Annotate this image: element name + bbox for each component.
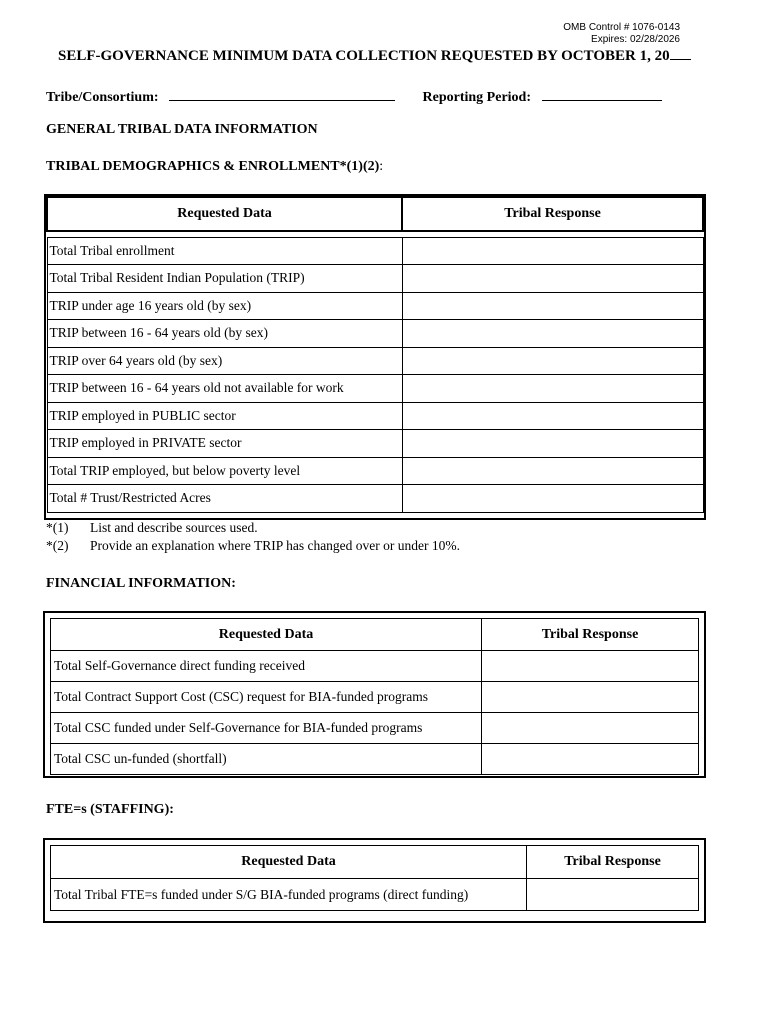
demographics-response-cell[interactable]: [402, 402, 703, 430]
demographics-requested-header: Requested Data: [47, 197, 402, 231]
demographics-response-cell[interactable]: [402, 347, 703, 375]
demographics-row-label: TRIP over 64 years old (by sex): [47, 347, 402, 375]
demographics-row-label: Total Tribal enrollment: [47, 237, 402, 265]
staffing-heading: FTE=s (STAFFING):: [46, 802, 174, 817]
demographics-row-label: TRIP between 16 - 64 years old not available for work: [47, 375, 402, 403]
form-title-text: SELF-GOVERNANCE MINIMUM DATA COLLECTION REQUESTED BY OCTOBER 1, 20: [58, 48, 670, 64]
demographics-row-label: Total TRIP employed, but below poverty level: [47, 457, 402, 485]
header-fields: [46, 86, 662, 106]
financial-response-cell[interactable]: [482, 651, 699, 682]
staffing-response-header: Tribal Response: [527, 846, 699, 879]
demographics-response-cell[interactable]: [402, 265, 703, 293]
demographics-row: [47, 292, 703, 320]
financial-response-cell[interactable]: [482, 713, 699, 744]
reporting-period-label: Reporting Period:: [422, 90, 531, 105]
financial-requested-header: Requested Data: [51, 619, 482, 651]
demographics-row: [47, 265, 703, 293]
demographics-table: [44, 194, 706, 520]
demographics-response-cell[interactable]: [402, 485, 703, 513]
financial-response-cell[interactable]: [482, 744, 699, 775]
demographics-row: [47, 402, 703, 430]
demographics-response-cell[interactable]: [402, 430, 703, 458]
demographics-row: [47, 430, 703, 458]
tribe-consortium-field[interactable]: [169, 86, 395, 101]
demographics-row-label: TRIP employed in PUBLIC sector: [47, 402, 402, 430]
staffing-row-label: Total Tribal FTE=s funded under S/G BIA-funded programs (direct funding): [51, 879, 527, 911]
financial-table: [43, 611, 706, 778]
financial-heading: FINANCIAL INFORMATION:: [46, 576, 236, 591]
demographics-response-cell[interactable]: [402, 457, 703, 485]
demographics-row-label: TRIP employed in PRIVATE sector: [47, 430, 402, 458]
staffing-row: [51, 879, 699, 911]
demographics-row: [47, 457, 703, 485]
demographics-response-cell[interactable]: [402, 292, 703, 320]
demographics-row-label: Total # Trust/Restricted Acres: [47, 485, 402, 513]
demographics-row: [47, 237, 703, 265]
demographics-heading-text: TRIBAL DEMOGRAPHICS & ENROLLMENT*(1)(2): [46, 159, 380, 174]
financial-response-header: Tribal Response: [482, 619, 699, 651]
demographics-response-cell[interactable]: [402, 237, 703, 265]
staffing-table: [43, 838, 706, 923]
omb-info: [563, 22, 680, 46]
financial-row: [51, 682, 699, 713]
footnote-1-mark: *(1): [46, 520, 69, 535]
financial-row-label: Total CSC un-funded (shortfall): [51, 744, 482, 775]
financial-row-label: Total CSC funded under Self-Governance for BIA-funded programs: [51, 713, 482, 744]
form-title: [58, 46, 691, 65]
footnote-1: [46, 519, 460, 537]
demographics-row: [47, 320, 703, 348]
demographics-row-label: TRIP between 16 - 64 years old (by sex): [47, 320, 402, 348]
demographics-row-label: TRIP under age 16 years old (by sex): [47, 292, 402, 320]
demographics-response-header: Tribal Response: [402, 197, 703, 231]
staffing-response-cell[interactable]: [527, 879, 699, 911]
tribe-consortium-label: Tribe/Consortium:: [46, 90, 159, 105]
financial-row-label: Total Contract Support Cost (CSC) request for BIA-funded programs: [51, 682, 482, 713]
staffing-requested-header: Requested Data: [51, 846, 527, 879]
footnotes: [46, 519, 460, 555]
financial-row: [51, 651, 699, 682]
demographics-response-cell[interactable]: [402, 375, 703, 403]
demographics-row: [47, 375, 703, 403]
footnote-2-mark: *(2): [46, 538, 69, 553]
footnote-2: [46, 537, 460, 555]
financial-row: [51, 744, 699, 775]
omb-expiration: Expires: 02/28/2026: [591, 34, 680, 45]
financial-row-label: Total Self-Governance direct funding received: [51, 651, 482, 682]
general-data-heading: GENERAL TRIBAL DATA INFORMATION: [46, 122, 318, 137]
omb-control-number: OMB Control # 1076-0143: [563, 22, 680, 33]
demographics-row: [47, 347, 703, 375]
demographics-row: [47, 485, 703, 513]
financial-row: [51, 713, 699, 744]
reporting-period-field[interactable]: [542, 86, 662, 101]
demographics-response-cell[interactable]: [402, 320, 703, 348]
financial-response-cell[interactable]: [482, 682, 699, 713]
demographics-heading: TRIBAL DEMOGRAPHICS & ENROLLMENT*(1)(2):: [46, 159, 384, 174]
year-blank[interactable]: [670, 46, 691, 60]
footnote-2-text: Provide an explanation where TRIP has changed over or under 10%.: [90, 538, 461, 553]
footnote-1-text: List and describe sources used.: [90, 520, 258, 535]
demographics-row-label: Total Tribal Resident Indian Population (TRIP): [47, 265, 402, 293]
